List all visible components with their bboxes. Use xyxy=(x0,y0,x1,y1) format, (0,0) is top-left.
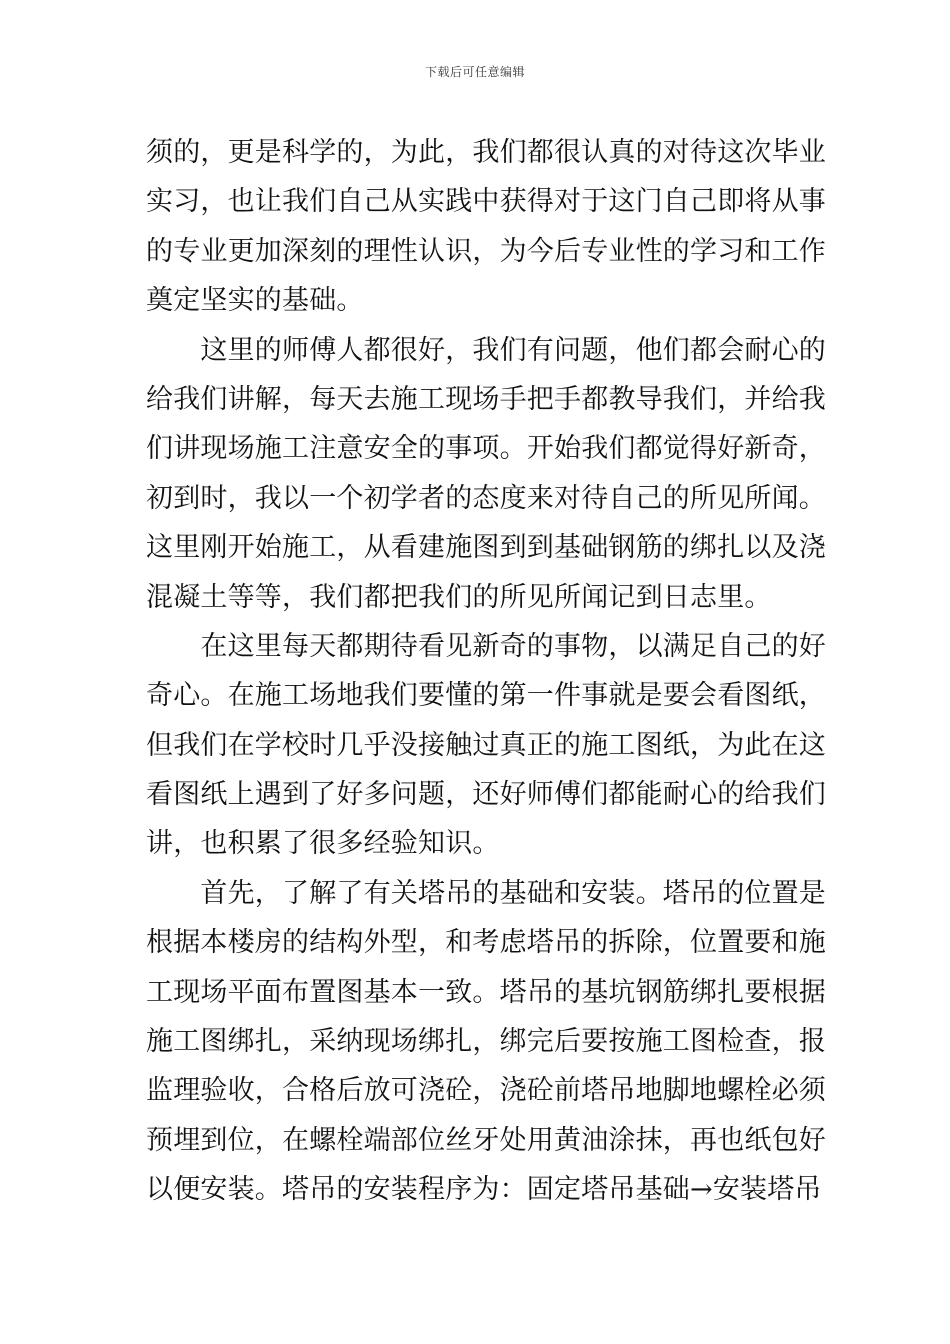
text-line: 须的，更是科学的，为此，我们都很认真的对待这次毕业 xyxy=(146,137,826,168)
document-body xyxy=(146,128,826,1215)
text-line: 看图纸上遇到了好多问题，还好师傅们都能耐心的给我们 xyxy=(146,779,826,811)
text-line: 混凝土等等，我们都把我们的所见所闻记到日志里。 xyxy=(146,581,772,613)
text-line: 实习，也让我们自己从实践中获得对于这门自己即将从事 xyxy=(146,186,826,218)
text-line: 奇心。在施工场地我们要懂的第一件事就是要会看图纸， xyxy=(146,680,826,712)
text-line: 们讲现场施工注意安全的事项。开始我们都觉得好新奇， xyxy=(146,433,826,465)
text-line: 工现场平面布置图基本一致。塔吊的基坑钢筋绑扎要根据 xyxy=(146,976,826,1008)
text-line: 但我们在学校时几乎没接触过真正的施工图纸，为此在这 xyxy=(146,729,826,761)
page-header-note: 下载后可任意编辑 xyxy=(424,65,525,79)
text-line: 讲，也积累了很多经验知识。 xyxy=(146,828,500,860)
text-line: 以便安装。塔吊的安装程序为：固定塔吊基础→安装塔吊 xyxy=(146,1174,822,1206)
text-line: 初到时，我以一个初学者的态度来对待自己的所见所闻。 xyxy=(146,482,826,514)
text-line: 预埋到位，在螺栓端部位丝牙处用黄油涂抹，再也纸包好 xyxy=(146,1124,826,1156)
text-line: 在这里每天都期待看见新奇的事物，以满足自己的好 xyxy=(146,630,826,662)
text-line: 奠定坚实的基础。 xyxy=(146,285,364,317)
text-line: 施工图绑扎，采纳现场绑扎，绑完后要按施工图检查，报 xyxy=(146,1026,826,1058)
text-line: 这里刚开始施工，从看建施图到到基础钢筋的绑扎以及浇 xyxy=(146,532,826,564)
text-line: 这里的师傅人都很好，我们有问题，他们都会耐心的 xyxy=(146,334,826,366)
text-line: 首先，了解了有关塔吊的基础和安装。塔吊的位置是 xyxy=(146,877,826,909)
text-line: 监理验收，合格后放可浇砼，浇砼前塔吊地脚地螺栓必须 xyxy=(146,1075,826,1107)
text-line: 的专业更加深刻的理性认识，为今后专业性的学习和工作 xyxy=(146,235,826,267)
text-line: 根据本楼房的结构外型，和考虑塔吊的拆除，位置要和施 xyxy=(146,927,826,959)
text-line: 给我们讲解，每天去施工现场手把手都教导我们，并给我 xyxy=(146,383,826,415)
